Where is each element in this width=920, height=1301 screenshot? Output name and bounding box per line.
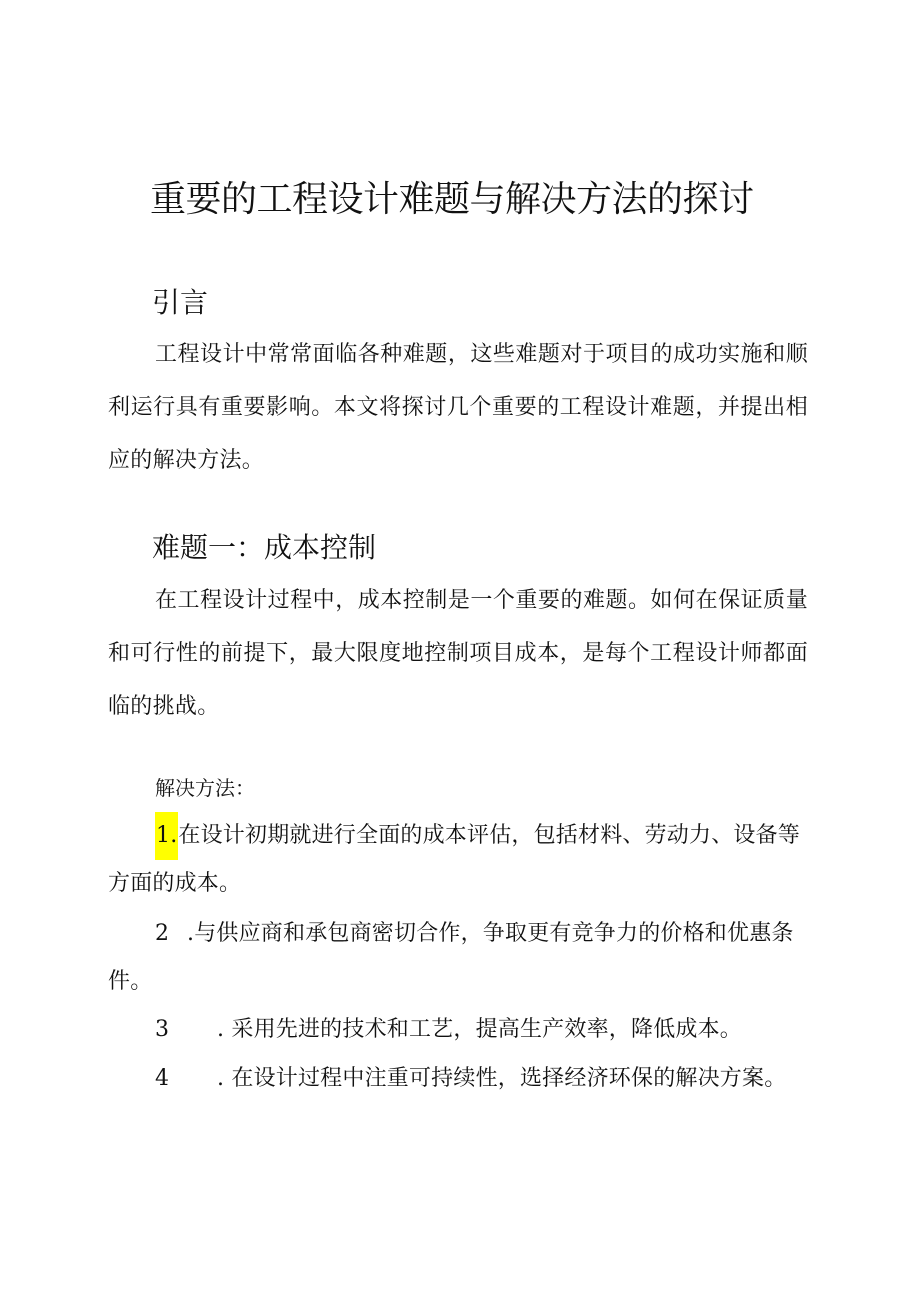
document-title: 重要的工程设计难题与解决方法的探讨 xyxy=(150,179,754,220)
problem1-paragraph: 在工程设计过程中，成本控制是一个重要的难题。如何在保证质量和可行性的前提下，最大限度地控制项目成本，是每个工程设计师都面临的挑战。 xyxy=(108,588,808,719)
solution-text-3: . 采用先进的技术和工艺，提高生产效率，降低成本。 xyxy=(217,1017,742,1042)
solution-text-2: .与供应商和承包商密切合作，争取更有竞争力的价格和优惠条件。 xyxy=(108,921,794,994)
solution-item-2 xyxy=(108,910,808,1006)
solution-item-4 xyxy=(108,1055,808,1103)
solution-item-3 xyxy=(108,1006,808,1054)
solution-number-3: 3 xyxy=(155,1017,170,1042)
intro-heading: 引言 xyxy=(152,286,209,319)
solution-number-4: 4 xyxy=(155,1066,170,1091)
solution-number-2: 2 xyxy=(155,921,170,946)
solution-text-4: . 在设计过程中注重可持续性，选择经济环保的解决方案。 xyxy=(217,1066,787,1091)
problem1-heading: 难题一：成本控制 xyxy=(152,531,377,564)
solution-text-1: 在设计初期就进行全面的成本评估，包括材料、劳动力、设备等方面的成本。 xyxy=(108,823,800,896)
solutions-label: 解决方法： xyxy=(155,776,255,800)
solution-number-1: 1. xyxy=(155,812,178,860)
solution-item-1 xyxy=(108,812,808,908)
intro-paragraph: 工程设计中常常面临各种难题，这些难题对于项目的成功实施和顺利运行具有重要影响。本文将探讨几个重要的工程设计难题，并提出相应的解决方法。 xyxy=(108,342,808,473)
